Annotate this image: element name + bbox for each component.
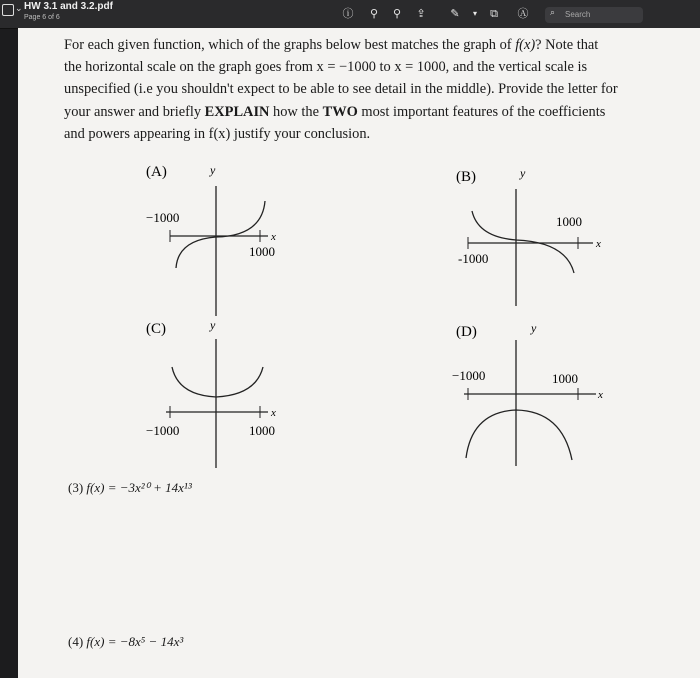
graph-d-neg-tick: −1000 [452, 368, 486, 383]
graph-c-pos-tick: 1000 [249, 423, 275, 438]
graph-d-curve [466, 410, 572, 460]
problem-line-2: the horizontal scale on the graph goes from x = −1000 to x = 1000, and the vertical scale is [64, 59, 588, 76]
search-input[interactable] [545, 7, 643, 23]
zoom-out-icon[interactable]: ⚲ [369, 7, 379, 20]
graph-b-label: (B) [456, 169, 476, 185]
problem-line-4: your answer and briefly EXPLAIN how the TWO most important features of the coefficients [64, 103, 606, 120]
question-3-function: f(x) = −3x²⁰ + 14x¹³ [86, 480, 192, 495]
graph-a-pos-tick: 1000 [249, 244, 275, 259]
page-indicator: Page 6 of 6 [24, 14, 60, 21]
toolbar [0, 0, 700, 29]
graph-d-x-label: x [598, 389, 603, 401]
graph-b[interactable] [438, 161, 628, 326]
pdf-page [18, 28, 700, 678]
graph-a-label: (A) [146, 164, 167, 180]
zoom-in-icon[interactable]: ⚲ [392, 7, 402, 20]
question-3-number: (3) [68, 480, 84, 495]
problem-line-3: unspecified (i.e you shouldn't expect to be able to see detail in the middle). Provide the letter for [64, 81, 618, 98]
graph-b-neg-tick: -1000 [458, 251, 489, 266]
graph-c-y-label: y [210, 318, 216, 332]
graph-b-x-label: x [596, 238, 601, 250]
question-3 [68, 480, 192, 496]
graph-b-y-label: y [520, 166, 526, 180]
search-icon: ⌕ [550, 8, 556, 18]
share-icon[interactable]: ⇪ [416, 7, 426, 20]
problem-line-1: For each given function, which of the graphs below best matches the graph of f(x)? Note that [64, 37, 599, 53]
annotate-circle-icon[interactable]: Ⓐ [517, 7, 529, 20]
graph-c-label: (C) [146, 321, 166, 337]
question-4 [68, 634, 183, 650]
sidebar-toggle-icon[interactable] [2, 4, 14, 16]
graph-a-y-label: y [210, 163, 216, 177]
rotate-icon[interactable]: ⧉ [490, 7, 498, 20]
graph-c-neg-tick: −1000 [146, 423, 180, 438]
graph-c-x-label: x [271, 407, 276, 419]
graph-b-pos-tick: 1000 [556, 214, 582, 229]
markup-chevron-icon[interactable]: ▾ [472, 9, 477, 18]
graph-d-y-label: y [531, 321, 537, 335]
graph-a-x-label: x [271, 231, 276, 243]
graph-c[interactable] [128, 313, 308, 473]
graph-c-curve [172, 367, 263, 397]
problem-line-5: and powers appearing in f(x) justify your conclusion. [64, 125, 371, 142]
document-title: HW 3.1 and 3.2.pdf [24, 1, 113, 12]
info-icon[interactable]: ⓘ [342, 7, 354, 20]
graph-a-neg-tick: −1000 [146, 210, 180, 225]
chevron-down-icon[interactable]: ⌄ [15, 3, 23, 13]
graph-d[interactable] [438, 316, 628, 476]
problem-statement [64, 34, 684, 145]
question-4-function: f(x) = −8x⁵ − 14x³ [86, 634, 184, 649]
graph-d-label: (D) [456, 324, 477, 340]
question-4-number: (4) [68, 634, 84, 649]
graph-a[interactable] [128, 156, 308, 321]
search-placeholder: Search [565, 10, 591, 19]
graph-d-pos-tick: 1000 [552, 371, 578, 386]
markup-pen-icon[interactable]: ✎ [450, 7, 460, 20]
